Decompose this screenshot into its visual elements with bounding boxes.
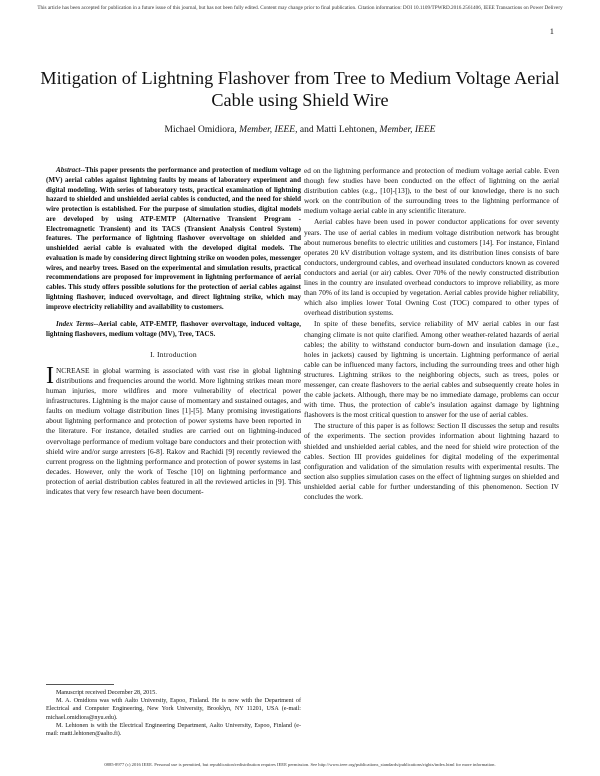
intro-paragraph-1-text: NCREASE in global warming is associated with vast rise in global lightning distributions and frequencies around the world. More lightning strikes mean more human injuries, more wildfires and more vulnerability of electrical power infrastructures. Lightning is the major cause of momentary and sustained outages, and faults on medium voltage distribution lines [1]-[5]. Many promising investigations about lightning performance and protection of power systems have been reported in the literature. For instance, detailed studies are carried out on lightning-induced overvoltage performance of medium voltage bare conductors and their protection with shield wire and/or surge arresters [6-8]. Rakov and Rachidi [9] recently reviewed the current progress on the lightning performance and protection of power systems in last decades. However, only the work of Tesche [10] on lightning performance and protection of aerial distribution cables featured in all the reviewed articles in [9]. This indicates that very few research have been document- [46, 365, 301, 496]
author-1-name: Michael Omidiora, [164, 125, 237, 135]
abstract [46, 166, 301, 312]
footnote-received: Manuscript received December 28, 2015. [56, 690, 157, 696]
author-line [40, 125, 560, 135]
abstract-label: Abstract [56, 166, 81, 174]
index-terms-label: Index Terms [56, 320, 94, 329]
footnotes [46, 689, 301, 738]
author-2-name: and Matti Lehtonen, [299, 125, 378, 135]
index-terms [46, 320, 301, 340]
intro-paragraph-2: Aerial cables have been used in power conductor applications for over seventy years. The use of aerial cables in medium voltage distribution network has brought about numerous benefits to electric utilities and customers [14]. For instance, Finland operates 20 kV distribution voltage system, and its distribution lines consists of bare conductors, underground cables, and overhead insulated conductors known as covered conductors and aerial (or air) cables. Over 70% of the newly constructed distribution lines in the country are insulated overhead conductors to improve reliability, as more than 70% of its land is occupied by vegetation. Aerial cables provide higher reliability, which also implies lower Total Owning Cost (TOC) compared to other types of overhead distribution systems. [304, 217, 559, 318]
index-terms-text: --Aerial cable, ATP-EMTP, flashover overvoltage, induced voltage, lightning flashovers, medium voltage (MV), Tree, TACS. [46, 320, 301, 338]
copyright-notice: 0885-8977 (c) 2016 IEEE. Personal use is permitted, but republication/redistribution requires IEEE permission. See http://www.ieee.org/publications_standards/publications/rights/index.html for more information. [104, 762, 496, 767]
intro-paragraph-3: In spite of these benefits, service reliability of MV aerial cables in our fast changing climate is not quite clarified. Among other weather-related hazards of aerial cables; the ability to withstand conductor burn-down and insulation damage (i.e., holes in jackets) caused by lightning is uncertain. Lightning performance of aerial cable can be influenced many factors, including the surrounding trees and other high structures. Lightning strikes to the neighboring objects, such as trees, poles or messenger, can create flashovers to the aerial cables and subsequently create holes in the cable jackets. Although, there may be no immediate damage, problems can occur with time. Thus, the protection of cable’s insulation against damage by lightning flashovers is the most critical question to answer for the use of aerial cables. [304, 319, 559, 420]
intro-paragraph-1-continued: ed on the lightning performance and protection of medium voltage aerial cable. Even though few studies have been conducted on the effect of lightning on the aerial distribution cables (e.g., [10]-[13]), to the best of our knowledge, there is no such work on the contribution of the surrounding trees to the lightning performance of medium voltage aerial cable in any scientific literature. [304, 166, 559, 216]
journal-notice: This article has been accepted for publication in a future issue of this journal, but has not been fully edited. Content may change prior to final publication. Citation information: DOI 10.1109/TPWRD.2016.2561406, IEEE Transactions on Power Delivery [37, 5, 563, 11]
intro-paragraph-4: The structure of this paper is as follows: Section II discusses the setup and results of the experiments. The section provides information about lightning hazard to shielded and unshielded aerial cables, and the need for shield wire protection of the cables. Section III provides guidelines for digital modeling of the experimental configuration and validation of the simulation results with experimental results. The section also supplies simulation cases on the effect of lightning surges on shielded and unshielded aerial cable for further understanding of this phenomenon. Section IV concludes the work. [304, 421, 559, 501]
intro-paragraph-1 [46, 362, 301, 497]
right-column [304, 166, 559, 502]
footnote-author-2: M. Lehtonen is with the Electrical Engineering Department, Aalto University, Espoo, Finland (e-mail: matti.lehtonen@aalto.fi). [46, 722, 301, 738]
drop-cap: I [46, 362, 54, 389]
section-heading: I. Introduction [150, 349, 197, 359]
paper-title: Mitigation of Lightning Flashover from Tree to Medium Voltage Aerial Cable using Shield Wire [40, 68, 560, 110]
abstract-text: --This paper presents the performance and protection of medium voltage (MV) aerial cables against lightning faults by means of laboratory experiment and digital modeling. With series of laboratory tests, practical examination of lightning hazard to shielded and unshielded aerial cables is conducted, and the need for shield wire protection is established. For the purpose of simulation studies, digital models are developed by using ATP-EMTP (Alternative Transient Program - Electromagnetic Transient) and its TACS (Transient Analysis Control System) features. The performance of lightning flashover overvoltage on shielded and unshielded aerial cable is evaluated with the developed digital models. The evaluation is made by considering direct lightning strike on wooden poles, messenger wires, and nearby trees. Based on the experimental and simulation results, practical recommendations are proposed for improvement in lightning performance of aerial cables. This study offers possible solutions for the protection of aerial cables against lightning flashover, induced overvoltage, and direct lightning strike, which may improve electricity reliability and availability to customers. [46, 166, 301, 311]
footnote-divider [46, 684, 114, 685]
page-number: 1 [549, 26, 554, 36]
author-2-affiliation: Member, IEEE [379, 125, 436, 135]
author-1-affiliation: Member, IEEE, [239, 125, 298, 135]
footnote-author-1: M. A. Omidiora was with Aalto University, Espoo, Finland. He is now with the Department of Electrical and Computer Engineering, New York University, Brooklyn, NY 11201, USA (e-mail: michael.omidiora@nyu.edu). [46, 698, 301, 721]
left-column [46, 166, 301, 497]
